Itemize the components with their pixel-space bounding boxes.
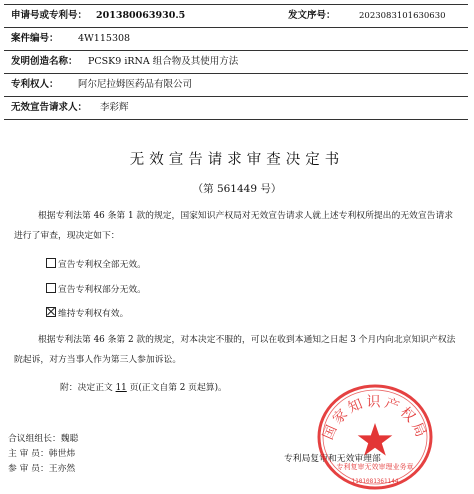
option-invalid-all-label: 宣告专利权全部无效。 <box>58 260 146 270</box>
option-invalid-all <box>46 258 146 271</box>
case-number-value: 4W115308 <box>78 33 131 44</box>
header-row-requester <box>4 97 468 120</box>
header-row-case <box>4 28 468 51</box>
seal-star-icon <box>358 423 393 456</box>
checkbox-invalid-all <box>46 258 56 268</box>
invention-title-label: 发明创造名称： <box>11 56 78 67</box>
requester-value: 李彩辉 <box>100 102 129 113</box>
primary-examiner: 主 审 员：韩世炜 <box>8 449 76 459</box>
seal-inner-text: 专利复审无效审理业务章 <box>336 463 414 471</box>
patentee-value: 阿尔尼拉姆医药品有限公司 <box>78 79 193 90</box>
application-number-value: 201380063930.5 <box>96 10 186 21</box>
attachment-note <box>60 380 227 393</box>
invention-title-value: PCSK9 iRNA 组合物及其使用方法 <box>88 56 239 67</box>
requester-label: 无效宣告请求人： <box>11 102 88 113</box>
seal-outer-text: 国家知识产权局 <box>320 394 430 443</box>
attachment-prefix: 附：决定正文 <box>60 383 116 393</box>
panel-leader: 合议组组长：魏聪 <box>8 434 79 444</box>
option-invalid-partial <box>46 283 146 296</box>
application-number-label: 申请号或专利号： <box>11 10 88 21</box>
patentee-label: 专利权人： <box>11 79 59 90</box>
serial-number-label: 发文序号： <box>288 10 336 21</box>
option-maintain-valid-label: 维持专利权有效。 <box>58 309 129 319</box>
official-seal-stamp <box>314 379 436 491</box>
header-row-patentee <box>4 74 468 97</box>
participating-examiner: 参 审 员：王亦然 <box>8 464 76 474</box>
option-maintain-valid <box>46 307 128 320</box>
appeal-paragraph: 根据专利法第 46 条第 2 款的规定，对本决定不服的，可以在收到本通知之日起 3 个月内向北京知识产权法院起诉，对方当事人作为第三人参加诉讼。 <box>14 335 456 365</box>
header-table <box>4 4 468 120</box>
serial-number-value: 2023083101630630 <box>359 11 446 21</box>
seal-code: 1101081361144 <box>351 478 399 485</box>
checkbox-invalid-partial <box>46 283 56 293</box>
checkbox-maintain-valid-checked <box>46 307 56 317</box>
case-number-label: 案件编号： <box>11 33 59 44</box>
document-title: 无效宣告请求审查决定书 <box>129 152 345 168</box>
attachment-pages: 11 <box>115 383 127 393</box>
header-row-invention <box>4 51 468 74</box>
decision-number: （第 561449 号） <box>192 183 282 195</box>
attachment-suffix: 页(正文自第 2 页起算)。 <box>126 383 227 393</box>
decision-paragraph: 根据专利法第 46 条第 1 款的规定，国家知识产权局对无效宣告请求人就上述专利权所提出的无效宣告请求进行了审查，现决定如下： <box>14 211 454 241</box>
option-invalid-partial-label: 宣告专利权部分无效。 <box>58 285 146 295</box>
header-row-application <box>4 5 468 28</box>
issuing-department: 专利局复审和无效审理部 <box>284 454 381 464</box>
